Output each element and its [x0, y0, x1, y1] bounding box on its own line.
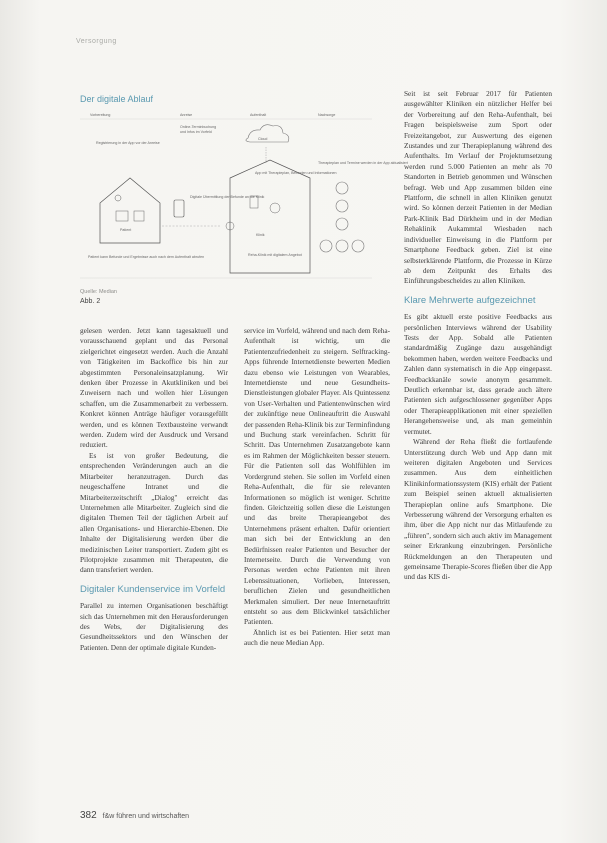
note-top-2: und Infos im Vorfeld: [180, 130, 212, 134]
home-icon: [100, 178, 160, 243]
star-icon: [352, 240, 364, 252]
subheading: Klare Mehrwerte aufgezeichnet: [404, 294, 536, 306]
calendar-icon: [336, 182, 348, 194]
diagram-header-4: Nachsorge: [318, 113, 336, 117]
patient-label: Patient: [120, 228, 132, 232]
diagram-header-1: Vorbereitung: [90, 113, 111, 117]
figure-source: Quelle: Median: [80, 289, 117, 295]
cloud-label: Cloud: [258, 137, 268, 141]
section-label: Versorgung: [76, 38, 117, 45]
figure-title: Der digitale Ablauf: [80, 94, 154, 104]
chat-icon: [336, 218, 348, 230]
clinic-note: Reha-Klinik mit digitalem Angebot: [248, 253, 302, 257]
app-note-2: Digitale Übermittlung der Befunde an die Klinik: [190, 195, 265, 199]
document-icon: [336, 200, 348, 212]
note-top-1: Online-Terminbuchung: [180, 125, 217, 129]
paragraph: Es gibt aktuell erste positive Feedbacks aus persönlichen Interviews während der Usability Tests der App. Sobald alle Patienten standardmäßig Zugänge dazu ausgehändigt bekommen haben, werden weitere Feedbacks und Zahlen dann systematisch in die App eingepasst. Feedbackkanäle sowie anonym gesammelt. Deutlich erkennbar ist, dass gerade auch ältere Patienten sich aufgeschlossener gegenüber Apps oder Therapieapplikationen mit einer speziellen Herangehensweise und, als man gemeinhin vermutet.: [404, 312, 552, 436]
paragraph: Es ist von großer Bedeutung, die entsprechenden Veränderungen auch an die Mitarbeiter heranzutragen. Durch das neugeschaffene Intranet und die Mitarbeiterzeitschrift „Dialog" erreicht das Unternehmen alle Mitarbeiter. Zugleich sind die digitalen Themen Teil der täglichen Arbeit auf allen Organisations- und Hierarchie-Ebenen. Die Inhalte der Digitalisierung werden über die medizinischen Leiter transportiert. Zudem gibt es Pilotprojekte zusammen mit Therapeuten, die dann transferiert werden.: [80, 450, 228, 575]
text-column-1: [80, 326, 228, 653]
page-footer: [80, 810, 189, 821]
subheading: Digitaler Kundenservice im Vorfeld: [80, 583, 226, 595]
paragraph: service im Vorfeld, während und nach dem Reha-Aufenthalt ist wichtig, um die Patientenzufriedenheit zu steigern. Selftracking-Apps führende Internetdienste bewerten Medien dazu ebenso wie Leistungen von Wearables, Internetdienste und neue Gesundheits-Dienstleistungen globaler Player. Als Quintessenz von User-Verhalten und Patientenwünschen wird der zukünftige neue Onlineauftritt die Auswahl der passenden Reha-Klinik bis zur Terminfindung und Buchung stark vereinfachen. Schritt für Schritt. Das Unternehmen Zusatzangebote kann es im Rahmen der Möglichkeiten besser steuern. Für die Patienten soll das Wohlfühlen im Vordergrund stehen. Sie sollen im Vorfeld einen Reha-Aufenthalt, die für sie relevanten Informationen so möglich ist weniger. Schritte finden. Gleichzeitig sollen diese die Leistungen und das breite Therapieangebot des Unternehmens präsent erhalten. Dafür orientiert man sich bei der Entwicklung an den Bedürfnissen realer Patienten und Besucher der Internetseite. Durch die Verwendung von Personas werden echte Patienten mit ihren Lebenssituationen, Vorlieben, Interessen, beruflichen Zielen und gesundheitlichen Merkmalen simuliert. Der neue Internetauftritt entsteht so aus dem Blickwinkel tatsächlicher Patienten.: [244, 326, 390, 627]
doctor-icon: [270, 203, 280, 213]
heart-icon: [336, 240, 348, 252]
feature-icons: [320, 182, 364, 252]
home-note: Registrierung in der App vor der Anreise: [96, 141, 160, 145]
journal-name: f&w führen und wirtschaften: [102, 813, 190, 820]
text-column-3: [404, 89, 552, 583]
process-diagram: [80, 108, 408, 286]
diagram-header-2: Anreise: [180, 113, 193, 117]
paragraph: gelesen werden. Jetzt kann tagesaktuell und vorausschauend geplant und das Personal zielgerichtet eingesetzt werden. Auch die Anzahl von Tätigkeiten im Backoffice bis hin zur abgestimmten Personaleinsatzplanung. Wir denken über Prozesse in Akutkliniken und bei Zuweisern nach und wollen hier Lösungen schaffen, um die Zusammenarbeit zu verbessern. Konkret können Anträge häufiger vorausgefüllt werden, und es können Textbausteine verwandt werden. Zudem wird der Ausdruck und Versand reduziert.: [80, 326, 228, 450]
smartphone-icon: [174, 200, 184, 217]
app-note-3: Therapieplan und Termine werden in der App aktualisiert: [318, 161, 408, 165]
paragraph: Ähnlich ist es bei Patienten. Hier setzt man auch die neue Median App.: [244, 627, 390, 648]
clinic-label: Klinik: [256, 233, 265, 237]
app-note: App mit Therapieplan, Befunden und Informationen: [255, 171, 337, 175]
paragraph: Parallel zu internen Organisationen beschäftigt sich das Unternehmen mit den Herausforderungen des Webs, der Digitalisierung des Gesundheitssektors und den Wünschen der Patienten. Denn der optimale digitale Kunden-: [80, 601, 228, 652]
bottom-note: Patient kann Befunde und Ergebnisse auch nach dem Aufenthalt abrufen: [88, 255, 205, 259]
text-column-2: [244, 326, 390, 649]
paragraph: Seit ist seit Februar 2017 für Patienten ausgewählter Kliniken ein nützlicher Helfer bei der Vorbereitung auf den Reha-Aufenthalt, bei Fragen beispielsweise zum Sport oder Freizeitangebot, zur Auswertung des eigenen Zustandes und zur Therapieplanung während des Aufenthalts. Im Verlauf der Projektumsetzung werden rund 5.000 Patienten an mehr als 70 Standorten in Betrieb genommen und Wünschen befragt. Web und App zusammen bilden eine Plattform, die schnell in allen Kliniken genutzt wird. So können derzeit Patienten in der Median Park-Klinik Bad Dürkheim und in der Median Rehaklinik Aukammtal Wiesbaden nach individueller Einweisung in die Plattform per Smartphone Feedback geben. Ziel ist eine selbsterklärende Plattform, die Prozesse in Kürze ab dem Zeitpunkt des Erhalts des Einführungsbescheides zu allen Kliniken.: [404, 89, 552, 286]
paragraph: Während der Reha fließt die fortlaufende Unterstützung durch Web und App dann mit weiteren digitalen Angeboten und Services zusammen. Aus dem einheitlichen Klinikinformationssystem (KIS) erhält der Patient zum Beispiel seinen aktuell aktualisierten Therapieplan online aufs Smartphone. Die Verbesserung während der Versorgung erhalten es ihm, über die App nicht nur das Mitlaufende zu „führen", sondern sich auch aktiv im Management seiner Erkrankung einzubringen. Persönliche Rückmeldungen an den Therapeuten und gemeinsame Therapie-Scores fließen über die App und das KIS di-: [404, 437, 552, 582]
diagram-header-3: Aufenthalt: [250, 113, 267, 117]
page-number: 382: [80, 810, 97, 821]
chart-icon: [320, 240, 332, 252]
figure-number: Abb. 2: [80, 298, 101, 305]
